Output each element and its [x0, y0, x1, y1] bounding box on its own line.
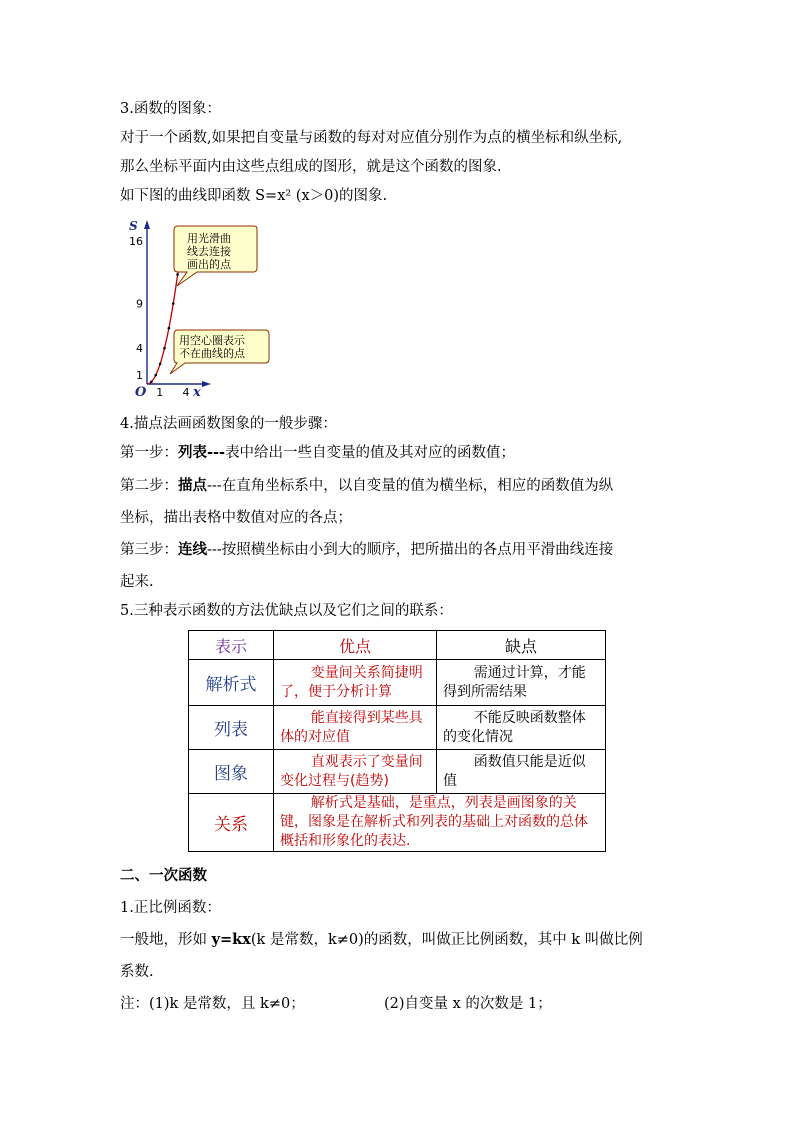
header-representation: 表示	[189, 631, 274, 660]
y-tick-label: 1	[136, 369, 143, 383]
row-label: 解析式	[189, 660, 274, 706]
x-tick-label: 4	[182, 386, 190, 398]
header-advantages: 优点	[274, 631, 437, 660]
section5-heading: 5.三种表示函数的方法优缺点以及它们之间的联系：	[120, 603, 453, 619]
part2-heading: 二、一次函数	[120, 867, 207, 884]
relation-text: 解析式是基础，是重点，列表是画图象的关键，图象是在解析式和列表的基础上对函数的总体概括和形象化的表达.	[274, 794, 606, 852]
row-pro: 直观表示了变量间变化过程与(趋势)	[274, 750, 437, 794]
section3-line3: 如下图的曲线即函数 S=x² (x＞0)的图象.	[120, 188, 388, 204]
step3-text: ---按照横坐标由小到大的顺序，把所描出的各点用平滑曲线连接	[207, 542, 614, 558]
relation-label: 关系	[189, 794, 274, 852]
callout-top-line2: 线去连接	[187, 245, 231, 258]
part2-sub1: 1.正比例函数：	[120, 900, 221, 916]
callout-bottom-line2: 不在曲线的点	[179, 347, 245, 360]
parabola-graph	[115, 218, 280, 398]
table-row	[189, 750, 606, 794]
x-ticks	[156, 386, 189, 398]
step3-keyword: 连线	[178, 541, 207, 558]
y-axis-arrow	[144, 220, 150, 229]
step1-text: 表中给出一些自变量的值及其对应的函数值；	[225, 445, 516, 461]
section4-heading: 4.描点法画函数图象的一般步骤：	[120, 416, 337, 432]
callout-top-line1: 用光滑曲	[187, 232, 231, 245]
series-point	[168, 327, 171, 330]
series-point	[150, 380, 153, 383]
table-row-relation	[189, 794, 606, 852]
row-label: 图象	[189, 750, 274, 794]
x-axis-arrow	[202, 381, 211, 387]
series-point	[163, 347, 166, 350]
definition-continued: 系数.	[120, 964, 154, 980]
step1-prefix: 第一步：	[120, 445, 178, 461]
table-row	[189, 706, 606, 750]
table-header-row	[189, 631, 606, 660]
row-con: 需通过计算，才能得到所需结果	[437, 660, 606, 706]
step1-keyword: 列表---	[178, 444, 226, 461]
step2-text: ---在直角坐标系中，以自变量的值为横坐标，相应的函数值为纵	[207, 478, 614, 494]
definition-prefix: 一般地，形如	[120, 932, 212, 948]
step3	[120, 538, 613, 559]
step2-keyword: 描点	[178, 477, 207, 494]
y-tick-label: 9	[136, 297, 143, 311]
step3-prefix: 第三步：	[120, 542, 178, 558]
x-axis-label: x	[193, 385, 201, 398]
y-tick-label: 4	[136, 342, 143, 356]
step2	[120, 474, 613, 495]
note-b: (2)自变量 x 的次数是 1；	[384, 996, 552, 1012]
step2-prefix: 第二步：	[120, 478, 178, 494]
comparison-table	[188, 630, 606, 852]
series-point	[172, 302, 175, 305]
series-point	[154, 374, 157, 377]
series-point	[176, 273, 179, 276]
row-con: 不能反映函数整体的变化情况	[437, 706, 606, 750]
origin-label: O	[135, 385, 147, 398]
y-tick-label: 16	[129, 234, 143, 248]
section3-line2: 那么坐标平面内由这些点组成的图形，就是这个函数的图象.	[120, 159, 502, 175]
note-a: 注：(1)k 是常数，且 k≠0；	[120, 996, 305, 1012]
definition-line	[120, 928, 643, 949]
row-con: 函数值只能是近似值	[437, 750, 606, 794]
y-axis-label: S	[129, 219, 138, 233]
definition-text: (k 是常数，k≠0)的函数，叫做正比例函数，其中 k 叫做比例	[250, 932, 643, 948]
step1	[120, 441, 515, 462]
y-ticks	[129, 235, 143, 382]
section3-line1: 对于一个函数,如果把自变量与函数的每对对应值分别作为点的横坐标和纵坐标,	[120, 130, 623, 146]
step2-continued: 坐标，描出表格中数值对应的各点；	[120, 510, 352, 526]
row-pro: 变量间关系简捷明了，便于分析计算	[274, 660, 437, 706]
header-disadvantages: 缺点	[437, 631, 606, 660]
row-label: 列表	[189, 706, 274, 750]
step3-continued: 起来.	[120, 574, 154, 590]
row-pro: 能直接得到某些具体的对应值	[274, 706, 437, 750]
series-point	[159, 363, 162, 366]
callout-top-line3: 画出的点	[187, 258, 231, 271]
section3-heading: 3.函数的图象：	[120, 101, 221, 117]
x-tick-label: 1	[156, 386, 164, 398]
callout-bottom-line1: 用空心圈表示	[179, 334, 245, 347]
definition-formula: y=kx	[211, 931, 251, 948]
table-row	[189, 660, 606, 706]
